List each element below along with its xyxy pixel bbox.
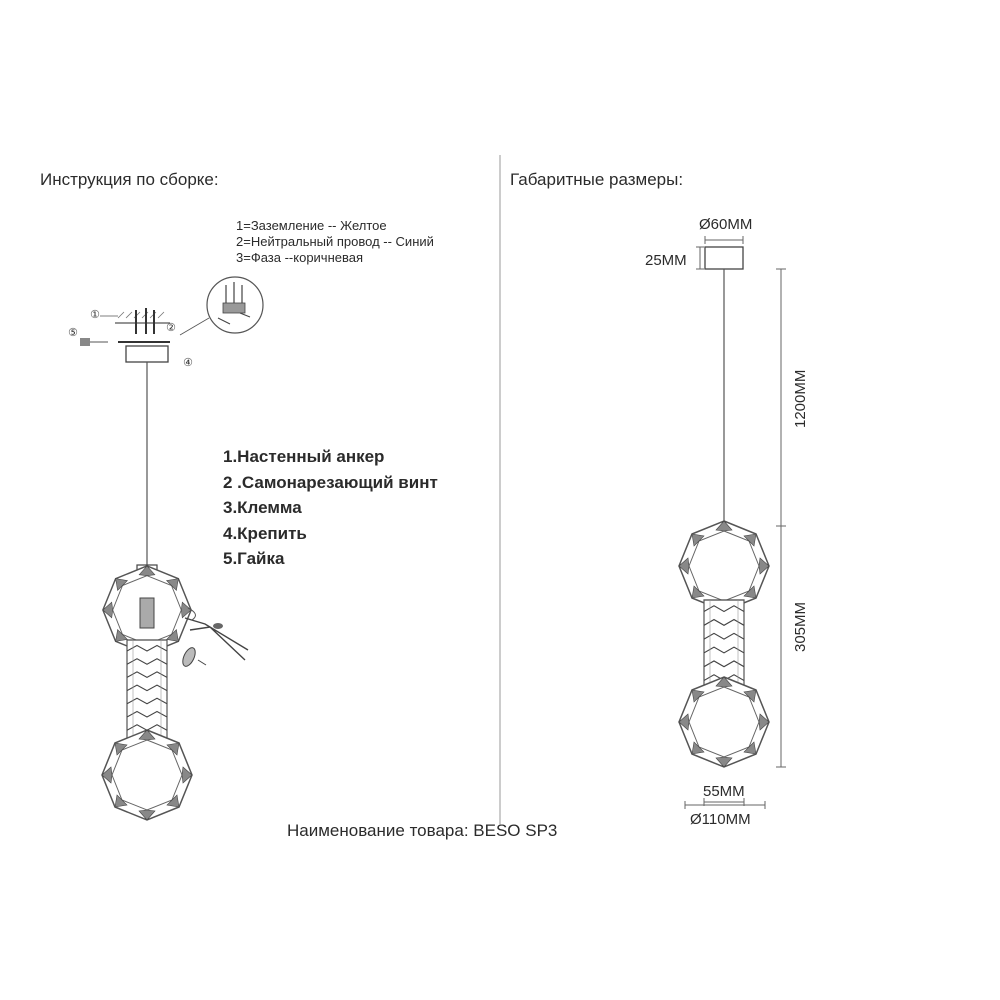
crystal-piece-icon <box>180 646 206 668</box>
right-lamp-lower-ring <box>679 677 769 767</box>
dim-middle-width: 55MM <box>703 783 745 800</box>
left-lamp-terminal-block <box>140 598 154 628</box>
dim-canopy-height: 25MM <box>645 252 687 269</box>
callout-1: ① <box>90 308 100 321</box>
part-fasten: 4.Крепить <box>223 523 307 543</box>
dim-ring-diameter: Ø110MM <box>690 811 751 828</box>
product-name: Наименование товара: BESO SP3 <box>287 821 558 840</box>
part-nut: 5.Гайка <box>223 549 285 568</box>
left-lamp-column <box>127 640 167 739</box>
callout-5: ⑤ <box>68 326 78 339</box>
part-wall-anchor: 1.Настенный анкер <box>223 447 385 466</box>
terminal-detail-view <box>180 277 263 335</box>
wire-legend-neutral: 2=Нейтральный провод -- Синий <box>236 234 434 249</box>
dim-cable-length: 1200MM <box>792 369 809 428</box>
part-self-tapping-screw: 2 .Самонарезающий винт <box>223 472 438 492</box>
wire-legend-ground: 1=Заземление -- Желтое <box>236 218 387 233</box>
callout-4: ④ <box>183 356 193 369</box>
wire-legend-phase: 3=Фаза --коричневая <box>236 250 364 265</box>
right-lamp-canopy <box>705 247 743 269</box>
dimensions-title: Габаритные размеры: <box>510 170 684 189</box>
left-lamp-lower-ring <box>102 730 192 820</box>
dim-body-height: 305MM <box>792 601 809 652</box>
part-terminal: 3.Клемма <box>223 498 302 517</box>
ceiling-mount-exploded <box>80 308 170 565</box>
dim-canopy-diameter: Ø60MM <box>699 216 753 233</box>
right-lamp-upper-ring <box>679 521 769 611</box>
callout-2: ② <box>166 321 176 334</box>
assembly-title: Инструкция по сборке: <box>40 170 219 189</box>
